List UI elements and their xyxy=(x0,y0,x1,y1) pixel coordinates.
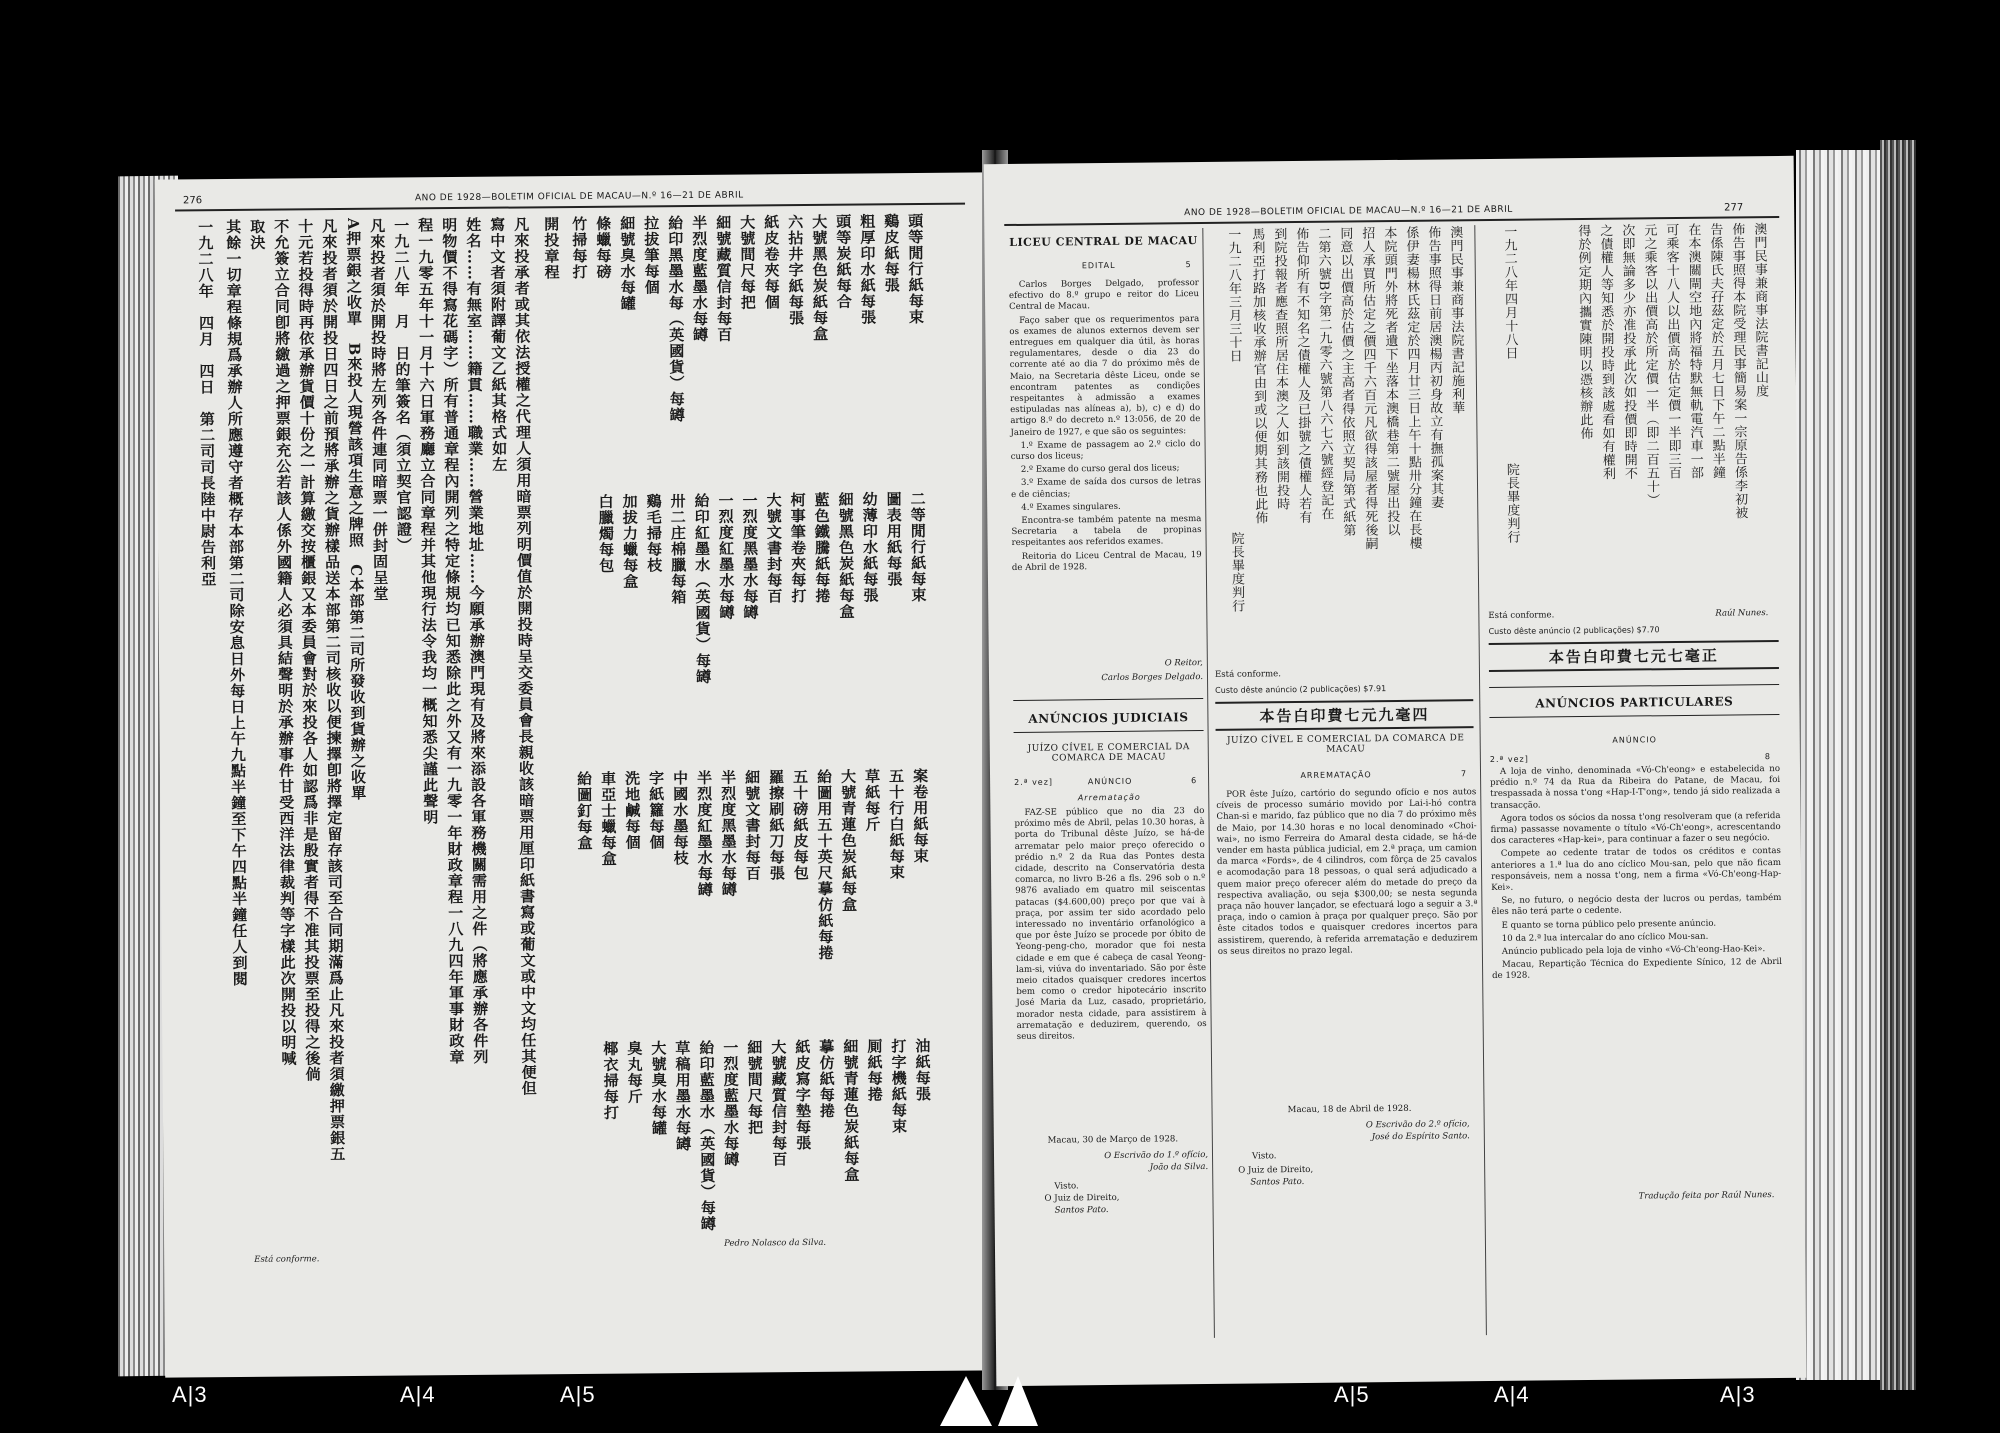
right-page xyxy=(984,156,1807,1386)
price-item: 紿圖用五十英尺摹仿紙每捲 xyxy=(814,768,835,961)
notice2-body xyxy=(1216,787,1478,960)
regulation-line: A押票銀之收單 B來投人現營該項生意之牌照 C本部第二司所發收到貨辦之收單 xyxy=(344,217,368,802)
page-number: 276 xyxy=(182,195,203,207)
price-item: 大號黑色炭紙每盒 xyxy=(810,213,830,342)
liceu-paragraph: 2.º Exame do curso geral dos liceus; xyxy=(1020,463,1180,476)
clerk-title: O Escrivão do 2.º ofício, xyxy=(1365,1119,1470,1131)
price-item: 紙皮卷夾每個 xyxy=(762,214,781,311)
price-item: 卅二庄棉臘每箱 xyxy=(668,493,688,606)
price-item: 臭丸每斤 xyxy=(625,1040,644,1105)
conforme-note: Está conforme. xyxy=(254,1254,320,1265)
price-item: 紙皮寫字墊每張 xyxy=(793,1038,813,1152)
film-mark: A|4 xyxy=(400,1382,436,1407)
notice-b-cost: Custo dêste anúncio (2 publicações) $7.70 xyxy=(1488,625,1660,637)
liceu-paragraph: 3.º Exame de saída dos cursos de letras e de ciências; xyxy=(1011,476,1202,500)
price-item: 頭等閒行紙每束 xyxy=(906,212,926,326)
price-item: 草稿用墨水每罇 xyxy=(673,1039,693,1153)
price-item: 藍色鐵騰紙每捲 xyxy=(812,491,832,604)
notice2-date: Macau, 18 de Abril de 1928. xyxy=(1287,1103,1412,1116)
particular-body xyxy=(1490,764,1782,985)
film-notch-left xyxy=(940,1376,992,1426)
notice-a-line: 佈告事照得日前居澳楊丙初身故立有撫孤案其妻 xyxy=(1425,225,1444,510)
page-number: 277 xyxy=(1724,202,1744,214)
edital-number: 5 xyxy=(1185,260,1192,270)
judge-name: Santos Pato. xyxy=(1250,1176,1305,1188)
price-item: 半烈度紅墨水每罇 xyxy=(694,769,715,898)
price-item: 草紙每斤 xyxy=(862,768,882,833)
price-item: 一烈度黑墨水每罇 xyxy=(740,492,760,621)
signatory-name: Pedro Nolasco da Silva. xyxy=(724,1237,827,1249)
price-item: 紿印黑墨水每（英國貨）每罇 xyxy=(666,215,686,424)
price-item: 摹仿紙每捲 xyxy=(817,1038,837,1119)
price-item: 柯事筆卷夾每打 xyxy=(788,491,808,605)
particular-paragraph: 10 da 2.ª lua intercalar do ano cíclico Mou-san. xyxy=(1501,931,1709,944)
price-item: 五十行白紙每束 xyxy=(886,768,906,881)
liceu-paragraph: Carlos Borges Delgado, professor efectivo do 8.º grupo e reitor do Liceu Central de Macau. xyxy=(1008,278,1200,313)
regulation-line: 姓名……有無室……籍貫……職業……營業地址……今願承辦澳門現有及將來添設各軍務機關需用之件（將應承辦各件列 xyxy=(464,216,490,1065)
particular-paragraph: E quanto se torna público pelo presente anúncio. xyxy=(1501,918,1717,931)
notice-a-line: 到院投報者應查照所居住本澳之人如到該開投時 xyxy=(1271,227,1290,511)
anuncios-judiciais-title: ANÚNCIOS JUDICIAIS xyxy=(1028,710,1189,726)
regulation-line: 十元若投得時再依承辦貨價十份之一計算繳交按櫃銀又本委員會對於來投各人如認爲非是殷實者得不准其投票至投得之後倘 xyxy=(296,218,322,1083)
price-item: 鷄毛掃每枝 xyxy=(644,493,664,574)
price-item: 細號臭水每罐 xyxy=(618,215,637,312)
price-item: 紿圖釘每盒 xyxy=(574,770,594,851)
liceu-paragraph: Encontra-se também patente na mesma Secretaria a tabela de propinas respeitantes aos referidos exames. xyxy=(1011,514,1202,549)
film-mark: A|5 xyxy=(560,1382,596,1407)
notice-b-signature: 院長畢度判行 xyxy=(1503,462,1520,544)
price-item: 羅擦刷紙刀每張 xyxy=(766,769,786,882)
price-item: 油紙每張 xyxy=(913,1037,932,1103)
price-item: 頭等炭紙每合 xyxy=(834,213,853,310)
notice-b-line: 可乘客十八人以出價高於估定價一半即三百 xyxy=(1663,223,1681,480)
notice-a-line: 係伊妻楊林氏茲定於四月廿三日上午十點卅分鐘在長樓 xyxy=(1403,225,1422,550)
price-item: 細號藏質信封每百 xyxy=(714,214,734,343)
particular-paragraph: A loja de vinho, denominada «Vó-Ch'eong» e estabelecida no prédio n.º 74 da Rua da Ribeira do Patane, de Macau, foi trespassada à nossa t'ong «Hap-I-T'ong», tendo já sido realizada a transacção. xyxy=(1490,763,1781,811)
notice-a-date: 一九二八年三月三十日 xyxy=(1225,227,1242,363)
regulation-line: 其餘一切章程條規爲承辦人所應遵守者概存本部第二司除安息日外每日上午九點半鐘至下午四點半鐘任人到閱 xyxy=(224,218,249,988)
visto-label: Visto. xyxy=(1251,1151,1277,1162)
notice-b-line: 在本澳關閘空地內將福特默無軌電汽車一部 xyxy=(1685,222,1703,480)
anuncio-subtitle: ANÚNCIO xyxy=(1087,776,1133,787)
liceu-title: LICEU CENTRAL DE MACAU xyxy=(1009,234,1198,250)
arrematacao-label: Arrematação xyxy=(1077,792,1141,803)
price-item: 粗厚印水紙每張 xyxy=(858,213,878,326)
anuncio-number: 6 xyxy=(1190,776,1198,786)
film-mark: A|5 xyxy=(1334,1382,1370,1407)
edition-note: 2.ª vez] xyxy=(1014,777,1054,787)
price-item: 椰衣掃每打 xyxy=(601,1040,621,1121)
notice-b-date: 一九二八年四月十八日 xyxy=(1501,224,1518,360)
notice-b-line: 元之乘客以出價高於所定價一半（即二百五十） xyxy=(1641,223,1660,507)
translator-note: Tradução feita por Raúl Nunes. xyxy=(1638,1190,1775,1202)
court-name: JUÍZO CÍVEL E COMERCIAL DA COMARCA DE MACAU xyxy=(1226,733,1465,755)
notice-a-line: 本院頭門外將死者遺下坐落本澳橋巷第二號屋出投以 xyxy=(1381,225,1400,537)
notice-b-line: 次即無論多少亦准投承此次如投價即時開不 xyxy=(1619,223,1637,481)
liceu-paragraph: 1.º Exame de passagem ao 2.º ciclo do curso dos liceus; xyxy=(1010,438,1201,463)
notice-b-line: 佈告事照得本院受理民事簡易案一宗原告係李初被 xyxy=(1729,222,1748,520)
notice-a-signature: 院長畢度判行 xyxy=(1228,531,1245,613)
notice-a-conforme: Está conforme. xyxy=(1214,669,1281,680)
judge-title: O Juiz de Direito, xyxy=(1044,1192,1120,1204)
price-item: 字紙籮每個 xyxy=(646,770,666,851)
regulation-line: 凡來投者須於開投日四日之前預將承辦之貨辦樣品送本部第二司核收以便揀擇卽將擇定留存該司至合同期滿爲止凡來投者須繳押票銀五 xyxy=(320,218,347,1163)
price-item: 半烈度黑墨水每罇 xyxy=(718,769,739,898)
price-item: 二等閒行紙每束 xyxy=(908,490,928,604)
notice-a-line: 澳門民事兼商事法院書記施利華 xyxy=(1447,225,1465,415)
column-divider xyxy=(1474,225,1487,1335)
price-item: 打字機紙每束 xyxy=(889,1038,909,1135)
regulation-line: 寫中文者須附譯葡文乙紙其格式如左 xyxy=(488,216,509,473)
price-item: 厠紙每捲 xyxy=(865,1038,884,1103)
regulation-line: 一九二八年 月 日的筆簽名（須立契官認證） xyxy=(392,217,414,554)
edition-note: 2.ª vez] xyxy=(1489,754,1529,765)
reitor-name: Carlos Borges Delgado. xyxy=(1101,672,1204,684)
clerk-name: José do Espírito Santo. xyxy=(1371,1131,1470,1143)
section-rule xyxy=(1014,730,1204,733)
book-edge-right-dark xyxy=(1880,140,1916,1390)
notice-b-line: 得於例定期內攜實陳明以憑核辦此佈 xyxy=(1575,223,1593,441)
reitor-title: O Reitor, xyxy=(1164,658,1203,669)
regulations-title: 開投章程 xyxy=(542,216,561,281)
liceu-paragraph: 4.º Exames singulares. xyxy=(1021,501,1121,513)
liceu-body xyxy=(1009,278,1202,576)
notice-b-cost-banner: 本告白印費七元七毫正 xyxy=(1489,640,1779,672)
regulation-line: 程一九零五年十一月十六日軍務廳立合同章程并其他現行法令我均一概知悉尖謹此聲明 xyxy=(416,217,440,826)
price-item: 紿印藍墨水（英國貨）每罇 xyxy=(697,1039,717,1232)
regulation-line: 明物價不得寫花碼字）所有普通章程內開列之特定條規均已知悉除此之外又有一九零一年財政章程一八九四年軍事財政章 xyxy=(440,216,466,1066)
regulation-line: 取決 xyxy=(248,218,267,251)
particular-paragraph: Macau, Repartição Técnica do Expediente Sínico, 12 de Abril de 1928. xyxy=(1492,957,1783,982)
price-item: 一烈度紅墨水每罇 xyxy=(716,492,736,621)
judge-name: Santos Pato. xyxy=(1054,1205,1109,1216)
regulation-line: 不允簽立合同卽將繳過之押票銀充公若該人係外國籍人必須具結聲明於承辦事件甘受西洋法律裁判等字樣此次開投以明喊 xyxy=(272,218,298,1067)
price-item: 鷄皮紙每張 xyxy=(882,213,901,294)
price-item: 大號文書封每百 xyxy=(764,492,784,605)
price-item: 五十磅紙皮每包 xyxy=(790,768,810,882)
clerk-title: O Escrivão do 1.º ofício, xyxy=(1104,1149,1209,1162)
price-item: 幼薄印水紙每張 xyxy=(860,491,880,604)
notice-b-conforme: Está conforme. xyxy=(1488,610,1555,622)
price-item: 白臘燭每包 xyxy=(596,493,616,574)
price-item: 六拈井字紙每張 xyxy=(786,213,806,327)
price-item: 大號藏質信封每百 xyxy=(769,1039,789,1168)
notice2-paragraph: POR êste Juízo, cartório do segundo ofício e nos autos cíveis de processo sumário movido por Lai-i-hó contra Chan-si e marido, faz público que no dia 7 do próximo mês de Maio, por 14.30 horas e no local denominado «Choi-wai», no ismo Ferreira do Amaral desta cidade, se há-de vender em hasta pública judicial, em 2.ª praça, um camion da marca «Fords», de 4 cilindros, com fôrça de 25 cavalos e acomodação para 18 pessoas, o qual será adjudicado a quem maior preço oferecer além do metade do preço da respectiva avaliação, ou seja $300,00; se nesta segunda praça não houver lançador, se efectuará logo a seguir a 3.ª praça, indo o camion à praça por qualquer preço. São por êste citados todos e quaisquer credores incertos para assistirem, querendo, à referida arrematação e deduzirem os seus direitos no prazo legal. xyxy=(1216,787,1478,957)
film-mark: A|3 xyxy=(172,1382,208,1407)
notice-a-line: 馬利亞打路加核收承辦官由到或以便期其務也此佈 xyxy=(1249,227,1268,525)
notice1-date: Macau, 30 de Março de 1928. xyxy=(1047,1134,1179,1146)
price-item: 竹掃每打 xyxy=(570,215,589,281)
running-head: ANO DE 1928—BOLETIM OFICIAL DE MACAU—N.º 16—21 DE ABRIL xyxy=(414,190,744,204)
notice-b-line: 之債權人等知悉於開投時到該處看如有權利 xyxy=(1597,223,1615,481)
notice-a-line: 佈告仰所有不知名之債權人及已掛號之債權人若有 xyxy=(1293,226,1312,525)
notice-a-line: 同意以出價高於估價之主高者得依照立契局第式紙第 xyxy=(1337,226,1356,538)
particular-paragraph: Compete ao cedente tratar de todos os créditos e contas anteriores a 1.ª lua do ano cíclico Mou-san, pelo que não ficam responsáveis, nem a nossa t'ong, nem a firma «Vó-Ch'eong-Hap-Kei». xyxy=(1490,846,1782,894)
section-rule xyxy=(1489,714,1779,718)
running-head: ANO DE 1928—BOLETIM OFICIAL DE MACAU—N.º 16—21 DE ABRIL xyxy=(1184,204,1513,219)
regulation-line: 凡來投承者或其依法授權之代理人須用暗票列明價值於開投時呈交委員會長親收該暗票用厘印紙書寫或葡文或中文均任其便但 xyxy=(512,216,538,1097)
notice-a-cost: Custo dêste anúncio (2 publicações) $7.91 xyxy=(1215,684,1387,695)
book-edge-right xyxy=(1796,150,1880,1380)
notice-b-line: 澳門民事兼商事法院書記山度 xyxy=(1751,222,1769,398)
price-item: 車亞士蠟每盒 xyxy=(598,770,618,867)
left-page xyxy=(155,172,995,1377)
price-item: 加拔力蠟每盒 xyxy=(620,493,640,590)
notice-a-line: 招人承買所估定之價四千六百元凡欲得該屋者得死後嗣 xyxy=(1359,226,1378,551)
regulation-line: 凡來投者須於開投時將左列各件連同暗票一併封固呈堂 xyxy=(368,217,390,602)
price-item: 案卷用紙每束 xyxy=(910,767,930,865)
arrematacao-subtitle: ARREMATAÇÃO xyxy=(1300,770,1372,780)
header-rule xyxy=(175,203,965,212)
particular-paragraph: Anúncio publicado pela loja de vinho «Vó-Ch'eong-Hao-Kei». xyxy=(1501,944,1766,957)
price-item: 大號間尺每把 xyxy=(738,214,757,311)
film-notch-right xyxy=(998,1376,1038,1426)
liceu-paragraph: Faço saber que os requerimentos para os exames de alunos externos devem ser entregues em qualquer dia útil, às horas regulamentares, desde o dia 23 do corrente até ao dia 7 do próximo mês de Maio, na Secretaria dêste Liceu, onde se encontram patentes as condições respeitantes à admissão a exames estipuladas nas alíneas a), b), c) e d) do artigo 8.º do decreto n.º 13:056, de 20 de Janeiro de 1927, e que são os seguintes: xyxy=(1009,313,1201,438)
regulation-line: 一九二八年 四月 四日 第二司司長陸中尉告利亞 xyxy=(196,219,218,588)
particular-number: 8 xyxy=(1764,752,1771,762)
price-item: 洗地鹹每個 xyxy=(622,770,642,851)
visto-label: Visto. xyxy=(1054,1181,1079,1192)
price-item: 細號文書封每百 xyxy=(742,769,762,882)
notice2-number: 7 xyxy=(1460,769,1468,779)
section-rule xyxy=(1013,698,1203,701)
price-item: 細號黑色炭紙每盒 xyxy=(836,491,856,620)
film-mark: A|4 xyxy=(1494,1382,1530,1407)
judge-title: O Juiz de Direito, xyxy=(1238,1164,1314,1176)
price-item: 圖表用紙每張 xyxy=(884,491,904,588)
section-rule xyxy=(1489,684,1779,688)
particular-paragraph: Se, no futuro, o negócio desta der lucros ou perdas, também êles não terá parte o cedente. xyxy=(1491,893,1782,918)
edital-subtitle: EDITAL xyxy=(1081,260,1116,271)
anuncios-particulares-title: ANÚNCIOS PARTICULARES xyxy=(1535,694,1734,711)
liceu-paragraph: Reitoria do Liceu Central de Macau, 19 de Abril de 1928. xyxy=(1011,549,1202,573)
particular-paragraph: Agora todos os sócios da nossa t'ong resolveram que (a referida firma) passasse novamente o título «Vó-Ch'eong», acrescentando dos caracteres «Hap-kei», para continuar a fazer o seu negócio. xyxy=(1490,810,1781,847)
notice-a-cost-banner: 本告白印費七元九毫四 xyxy=(1215,699,1473,731)
notice-b-line: 告係陳氏夫孖茲定於五月七日下午二點半鐘 xyxy=(1707,222,1725,480)
price-item: 細號青蓮色炭紙每盒 xyxy=(841,1038,861,1183)
price-item: 紿印紅墨水（英國貨）每罇 xyxy=(692,492,713,685)
notice1-body xyxy=(1014,806,1206,1045)
price-item: 大號臭水每罐 xyxy=(649,1040,669,1137)
price-item: 拉拔筆每個 xyxy=(642,215,661,296)
price-item: 條蠟每磅 xyxy=(594,215,613,280)
price-item: 大號青蓮色炭紙每盒 xyxy=(838,768,859,913)
notice-b-sig-name: Raúl Nunes. xyxy=(1715,608,1769,619)
particular-anuncio-subtitle: ANÚNCIO xyxy=(1612,735,1657,745)
price-item: 半烈度藍墨水每罇 xyxy=(690,214,710,343)
court-name: JUÍZO CÍVEL E COMERCIAL DA COMARCA DE MACAU xyxy=(1027,742,1190,764)
price-item: 細號間尺每把 xyxy=(745,1039,765,1136)
film-mark: A|3 xyxy=(1720,1382,1756,1407)
price-item: 中國水墨每枝 xyxy=(670,770,690,867)
notice1-paragraph: FAZ-SE público que no dia 23 do próximo mês de Abril, pelas 10.30 horas, à porta do Tribunal dêste Juízo, se há-de arrematar pelo maior preço oferecido o prédio n.º 2 da Rua das Pontes desta cidade, descrito na Conservatória desta comarca, no livro B-26 a fls. 296 sob o n.º 9876 avaliado em quatro mil seiscentas patacas ($4.600,00) preço por que vai à praça, por assim ter sido acordado pelo interessado no inventário orfanológico a que por êste Juízo se procede por óbito de Yeong-peng-cho, morador que foi nesta cidade e em que é cabeça de casal Yeong-lam-si, viúva do inventariado. São por êste meio citados quaisquer credores incertos bem como o credor hipotecário inscrito José Maria da Luz, casado, proprietário, morador nesta cidade, para assistirem à arrematação e deduzirem, querendo, os seus direitos. xyxy=(1014,805,1207,1043)
notice-a-line: 二第六號B字第二九零六號第八六七六號經登記在 xyxy=(1315,226,1334,521)
price-item: 一烈度藍墨水每罇 xyxy=(721,1039,741,1168)
clerk-name: João da Silva. xyxy=(1149,1161,1209,1173)
